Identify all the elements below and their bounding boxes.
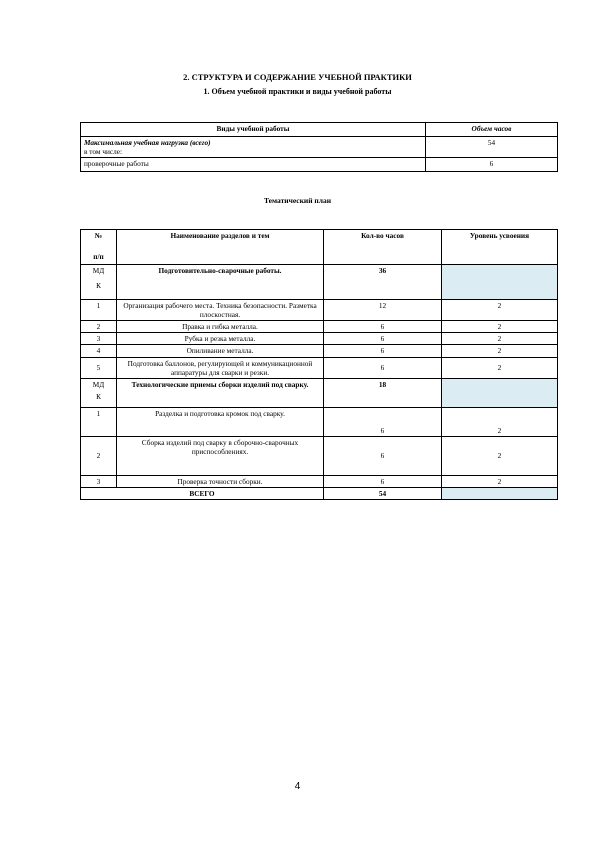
row-title: Правка и гибка металла. — [117, 321, 324, 333]
total-level — [442, 487, 558, 499]
thematic-plan-table — [80, 229, 558, 500]
row-level: 2 — [442, 407, 558, 436]
volume-table — [80, 122, 558, 172]
row-hours: 18 — [324, 378, 442, 407]
header-title: Наименование разделов и тем — [117, 230, 324, 265]
row-level — [442, 378, 558, 407]
header-number — [81, 230, 117, 265]
row-number-part1: МД — [92, 266, 105, 275]
row-number-part1: МД — [92, 379, 105, 389]
row-level: 2 — [442, 475, 558, 487]
row-title: Разделка и подготовка кромок под сварку. — [117, 407, 324, 436]
row-level — [442, 265, 558, 300]
table-row — [81, 300, 558, 321]
table-row — [81, 333, 558, 345]
check-works-label: проверочные работы — [81, 158, 426, 172]
header-level: Уровень усвоения — [442, 230, 558, 265]
row-number: 1 — [81, 300, 117, 321]
table-row — [81, 378, 558, 407]
row-title: Подготовка баллонов, регулирующей и коммуникационной аппаратуры для сварки и резки. — [117, 357, 324, 378]
row-number — [81, 378, 117, 407]
row-label-max-load — [81, 137, 426, 158]
row-level: 2 — [442, 345, 558, 357]
row-number: 5 — [81, 357, 117, 378]
row-number: 3 — [81, 475, 117, 487]
row-hours: 6 — [324, 407, 442, 436]
table-header-row — [81, 230, 558, 265]
page-number: 4 — [294, 781, 301, 792]
row-hours: 6 — [324, 321, 442, 333]
row-level: 2 — [442, 357, 558, 378]
header-hours-volume: Объем часов — [426, 123, 558, 137]
row-number: 3 — [81, 333, 117, 345]
table-row — [81, 345, 558, 357]
row-hours: 6 — [324, 345, 442, 357]
section-subheading: 1. Объем учебной практики и виды учебной работы — [203, 87, 392, 96]
including-label: в том числе: — [84, 147, 123, 157]
total-row — [81, 487, 558, 499]
thematic-plan-title: Тематический план — [263, 196, 332, 205]
row-level: 2 — [442, 436, 558, 475]
table-row — [81, 475, 558, 487]
row-title: Организация рабочего места. Техника безопасности. Разметка плоскостная. — [117, 300, 324, 321]
row-number: 1 — [81, 407, 117, 436]
row-level: 2 — [442, 300, 558, 321]
row-hours: 6 — [324, 475, 442, 487]
row-hours: 12 — [324, 300, 442, 321]
table-row — [81, 321, 558, 333]
row-hours: 6 — [324, 333, 442, 345]
table-header-row — [81, 123, 558, 137]
max-load-label: Максимальная учебная нагрузка (всего) — [84, 138, 211, 147]
total-hours: 54 — [324, 487, 442, 499]
header-number-sign: № — [94, 231, 103, 240]
header-hours: Кол-во часов — [324, 230, 442, 265]
table-row — [81, 137, 558, 158]
table-row — [81, 265, 558, 300]
row-number — [81, 265, 117, 300]
check-works-hours: 6 — [426, 158, 558, 172]
row-number-part2: К — [96, 391, 101, 401]
row-number: 2 — [81, 321, 117, 333]
row-hours: 36 — [324, 265, 442, 300]
row-hours: 6 — [324, 357, 442, 378]
row-number-part2: К — [96, 281, 101, 291]
row-title: Опиливание металла. — [117, 345, 324, 357]
table-row — [81, 407, 558, 436]
table-row — [81, 158, 558, 172]
table-row — [81, 357, 558, 378]
row-number: 4 — [81, 345, 117, 357]
row-hours: 6 — [324, 436, 442, 475]
header-number-pp: п/п — [93, 252, 104, 262]
row-number: 2 — [81, 436, 117, 475]
row-level: 2 — [442, 321, 558, 333]
row-title: Сборка изделий под сварку в сборочно-сварочных приспособлениях. — [117, 436, 324, 475]
total-label: ВСЕГО — [81, 487, 324, 499]
max-load-hours: 54 — [426, 137, 558, 158]
row-title: Рубка и резка металла. — [117, 333, 324, 345]
row-title: Технологические приемы сборки изделий под сварку. — [117, 378, 324, 407]
row-title: Подготовительно-сварочные работы. — [117, 265, 324, 300]
table-row — [81, 436, 558, 475]
section-heading: 2. СТРУКТУРА И СОДЕРЖАНИЕ УЧЕБНОЙ ПРАКТИКИ — [183, 72, 412, 82]
row-level: 2 — [442, 333, 558, 345]
header-work-types: Виды учебной работы — [81, 123, 426, 137]
row-title: Проверка точности сборки. — [117, 475, 324, 487]
